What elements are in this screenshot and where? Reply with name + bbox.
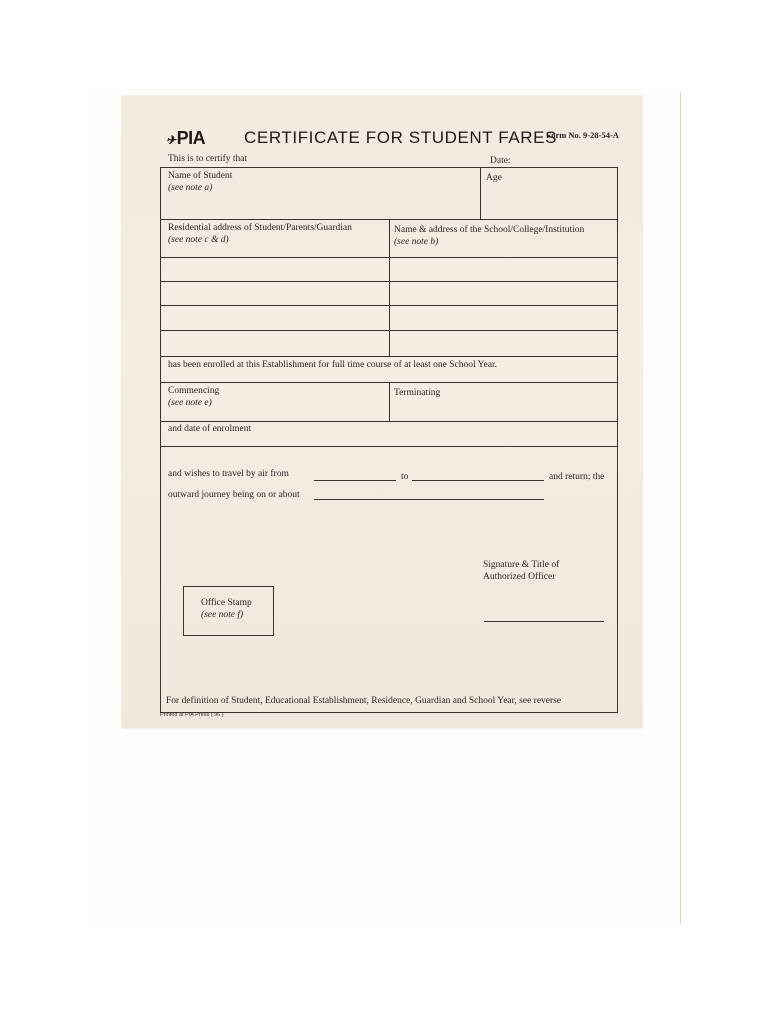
printed-by: Printed at PIA Press ( 96 )	[160, 712, 224, 718]
table-right-border	[617, 167, 618, 713]
travel-from-label: and wishes to travel by air from	[168, 469, 289, 479]
travel-return-label: and return; the	[549, 472, 605, 482]
row-line-3	[160, 281, 618, 282]
row-line-4	[160, 305, 618, 306]
commencing-divider	[389, 382, 390, 421]
commencing-label: Commencing (see note e)	[168, 386, 220, 408]
row-line-6	[160, 356, 618, 357]
row-line-8	[160, 421, 618, 422]
definition-note: For definition of Student, Educational Establishment, Residence, Guardian and School Year, see reverse	[166, 696, 562, 706]
certify-text: This is to certify that	[168, 154, 248, 164]
outward-date-field[interactable]	[314, 499, 544, 500]
certificate-form	[122, 96, 642, 728]
age-divider	[480, 167, 481, 219]
pia-logo	[166, 128, 205, 149]
age-label: Age	[486, 173, 502, 183]
signature-field[interactable]	[484, 621, 604, 622]
office-stamp-note: (see note f)	[201, 610, 244, 620]
enrolment-date-label: and date of enrolment	[168, 424, 252, 434]
outward-journey-label: outward journey being on or about	[168, 490, 300, 500]
office-stamp-box[interactable]	[183, 586, 274, 636]
signature-title-label: Signature & Title of Authorized Officer	[483, 560, 560, 582]
address-note: (see note c & d)	[168, 235, 229, 245]
school-note: (see note b)	[394, 237, 439, 247]
residential-address-label: Residential address of Student/Parents/Guardian (see note c & d)	[168, 223, 352, 245]
enrolled-text: has been enrolled at this Establishment for full time course of at least one School Year.	[168, 360, 497, 370]
travel-to-label: to	[401, 472, 409, 482]
pia-bird-icon: ✈	[166, 133, 176, 147]
school-label: Name & address of the School/College/Institution (see note b)	[394, 225, 585, 247]
row-line-5	[160, 330, 618, 331]
table-left-border	[160, 167, 161, 713]
name-of-student-label: Name of Student (see note a)	[168, 171, 233, 193]
form-number: Form No. 9-28-54-A	[546, 130, 619, 140]
name-note: (see note a)	[168, 183, 213, 193]
address-divider	[389, 219, 390, 356]
office-stamp-label: Office Stamp	[201, 598, 252, 608]
terminating-label: Terminating	[394, 388, 441, 398]
table-bottom-border	[160, 712, 618, 713]
row-line-9	[160, 446, 618, 447]
date-label: Date:	[490, 156, 511, 166]
form-title: CERTIFICATE FOR STUDENT FARES	[244, 128, 558, 147]
commencing-note: (see note e)	[168, 398, 212, 408]
logo-text: PIA	[176, 128, 206, 148]
travel-to-field[interactable]	[412, 480, 544, 481]
row-line-2	[160, 257, 618, 258]
table-top-border	[160, 167, 618, 168]
travel-from-field[interactable]	[314, 480, 396, 481]
